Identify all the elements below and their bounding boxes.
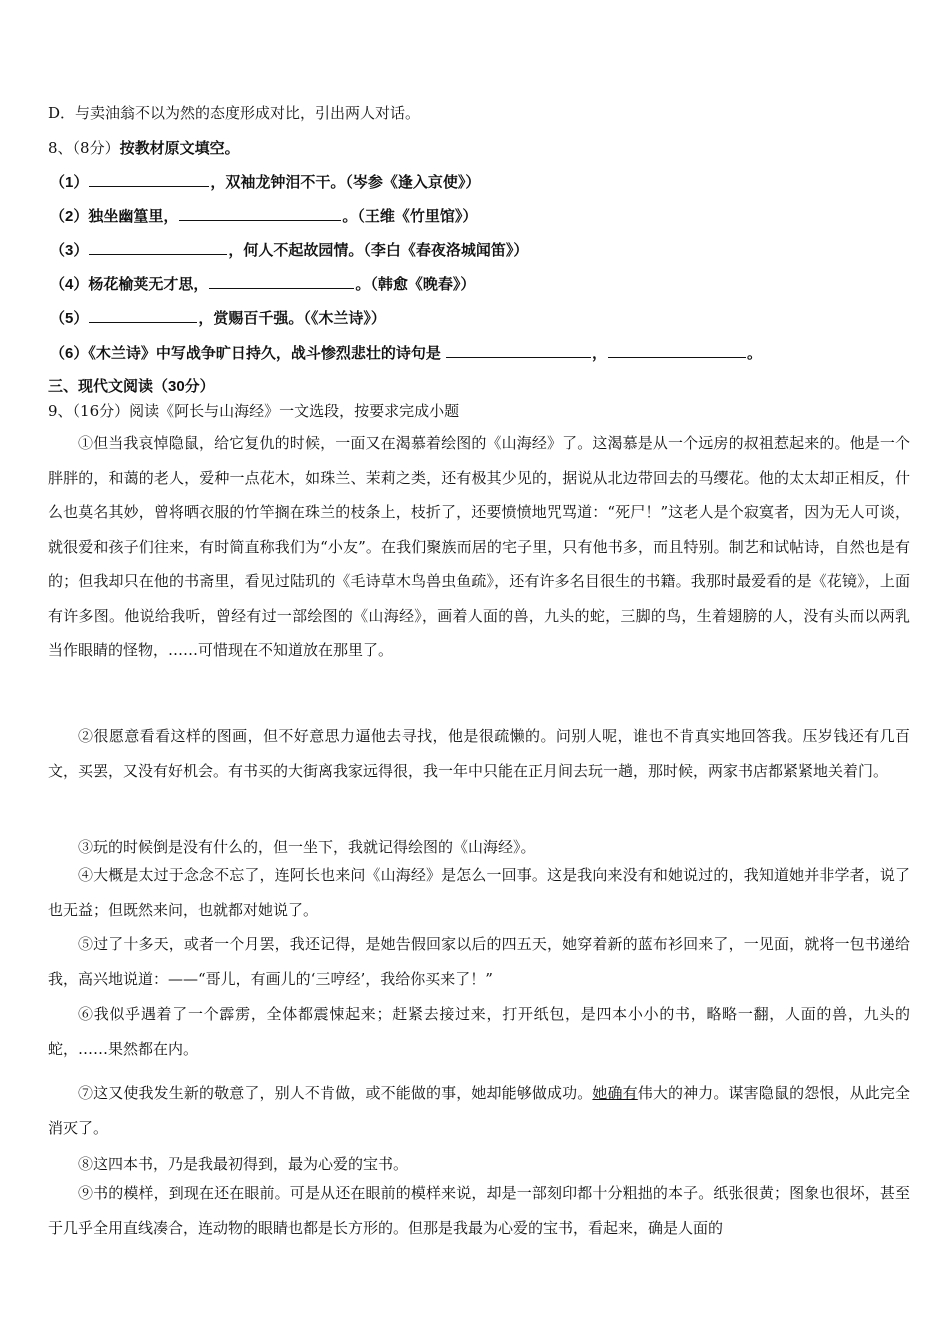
paragraph-5: ⑤过了十多天，或者一个月罢，我还记得，是她告假回家以后的四五天，她穿着新的蓝布衫回来了，一见面，就将一包书递给我，高兴地说道：——“哥儿，有画儿的‘三哼经’，我给你买来了！”	[48, 935, 910, 988]
question-8-number: 8、	[48, 139, 73, 157]
answer-blank[interactable]	[209, 276, 354, 289]
paragraph-2: ②很愿意看看这样的图画，但不好意思力逼他去寻找，他是很疏懒的。问别人呢，谁也不肯真实地回答我。压岁钱还有几百文，买罢，又没有好机会。有书买的大街离我家远得很，我一年中只能在正月间去玩一趟，那时候，两家书店都紧紧地关着门。	[48, 727, 910, 780]
question-8-header	[48, 137, 240, 158]
fill-item-1: （1） ，双袖龙钟泪不干。（岑参《逢入京使》）	[50, 174, 481, 191]
paragraph-8: ⑧这四本书，乃是我最初得到，最为心爱的宝书。	[78, 1155, 409, 1173]
answer-blank[interactable]	[608, 345, 746, 358]
paragraph-9: ⑨书的模样，到现在还在眼前。可是从还在眼前的模样来说，却是一部刻印都十分粗拙的本子。纸张很黄；图象也很坏，甚至于几乎全用直线凑合，连动物的眼睛也都是长方形的。但那是我最为心爱的宝书，看起来，确是人面的	[48, 1184, 910, 1237]
paragraph-7: ⑦这又使我发生新的敬意了，别人不肯做，或不能做的事，她却能够做成功。她确有伟大的神力。谋害隐鼠的怨恨，从此完全消灭了。	[48, 1084, 910, 1137]
answer-blank[interactable]	[179, 208, 341, 221]
question-8-instruction: 按教材原文填空。	[119, 140, 240, 157]
fill-item-4: （4）杨花榆荚无才思， 。（韩愈《晚春》）	[50, 276, 476, 293]
answer-blank[interactable]	[89, 174, 209, 187]
question-9-score: （16分）	[72, 402, 130, 420]
answer-blank[interactable]	[89, 242, 227, 255]
question-9-number: 9、	[48, 402, 73, 420]
paragraph-1: ①但当我哀悼隐鼠，给它复仇的时候，一面又在渴慕着绘图的《山海经》了。这渴慕是从一个远房的叔祖惹起来的。他是一个胖胖的，和蔼的老人，爱种一点花木，如珠兰、茉莉之类，还有极其少见的，据说从北边带回去的马缨花。他的太太却正相反，什么也莫名其妙，曾将晒衣服的竹竿搁在珠兰的枝条上，枝折了，还要愤愤地咒骂道：“死尸！”这老人是个寂寞者，因为无人可谈，就很爱和孩子们往来，有时简直称我们为“小友”。在我们聚族而居的宅子里，只有他书多，而且特别。制艺和试帖诗，自然也是有的；但我却只在他的书斋里，看见过陆玑的《毛诗草木鸟兽虫鱼疏》，还有许多名目很生的书籍。我那时最爱看的是《花镜》，上面有许多图。他说给我听，曾经有过一部绘图的《山海经》，画着人面的兽，九头的蛇，三脚的鸟，生着翅膀的人，没有头而以两乳当作眼睛的怪物，……可惜现在不知道放在那里了。	[48, 434, 910, 659]
section-3-heading: 三、现代文阅读（30分）	[48, 378, 215, 395]
fill-item-2: （2）独坐幽篁里， 。（王维《竹里馆》）	[50, 208, 478, 225]
question-9-header	[48, 400, 459, 421]
paragraph-4: ④大概是太过于念念不忘了，连阿长也来问《山海经》是怎么一回事。这是我向来没有和她说过的，我知道她并非学者，说了也无益；但既然来问，也就都对她说了。	[48, 866, 910, 919]
underlined-phrase: 她确有	[592, 1084, 638, 1102]
fill-item-3: （3） ，何人不起故园情。（李白《春夜洛城闻笛》）	[50, 242, 529, 259]
answer-blank[interactable]	[446, 345, 591, 358]
question-8-score: （8分）	[72, 139, 120, 157]
fill-item-5: （5） ，赏赐百千强。（《木兰诗》）	[50, 310, 386, 327]
option-d: D．与卖油翁不以为然的态度形成对比，引出两人对话。	[48, 104, 421, 122]
fill-item-6: （6）《木兰诗》中写战争旷日持久，战斗惨烈悲壮的诗句是 ， 。	[50, 345, 763, 362]
paragraph-3: ③玩的时候倒是没有什么的，但一坐下，我就记得绘图的《山海经》。	[78, 838, 536, 856]
paragraph-6: ⑥我似乎遇着了一个霹雳，全体都震悚起来；赶紧去接过来，打开纸包，是四本小小的书，略略一翻，人面的兽，九头的蛇，……果然都在内。	[48, 1005, 910, 1058]
answer-blank[interactable]	[89, 310, 197, 323]
question-9-instruction: 阅读《阿长与山海经》一文选段，按要求完成小题	[129, 402, 460, 420]
